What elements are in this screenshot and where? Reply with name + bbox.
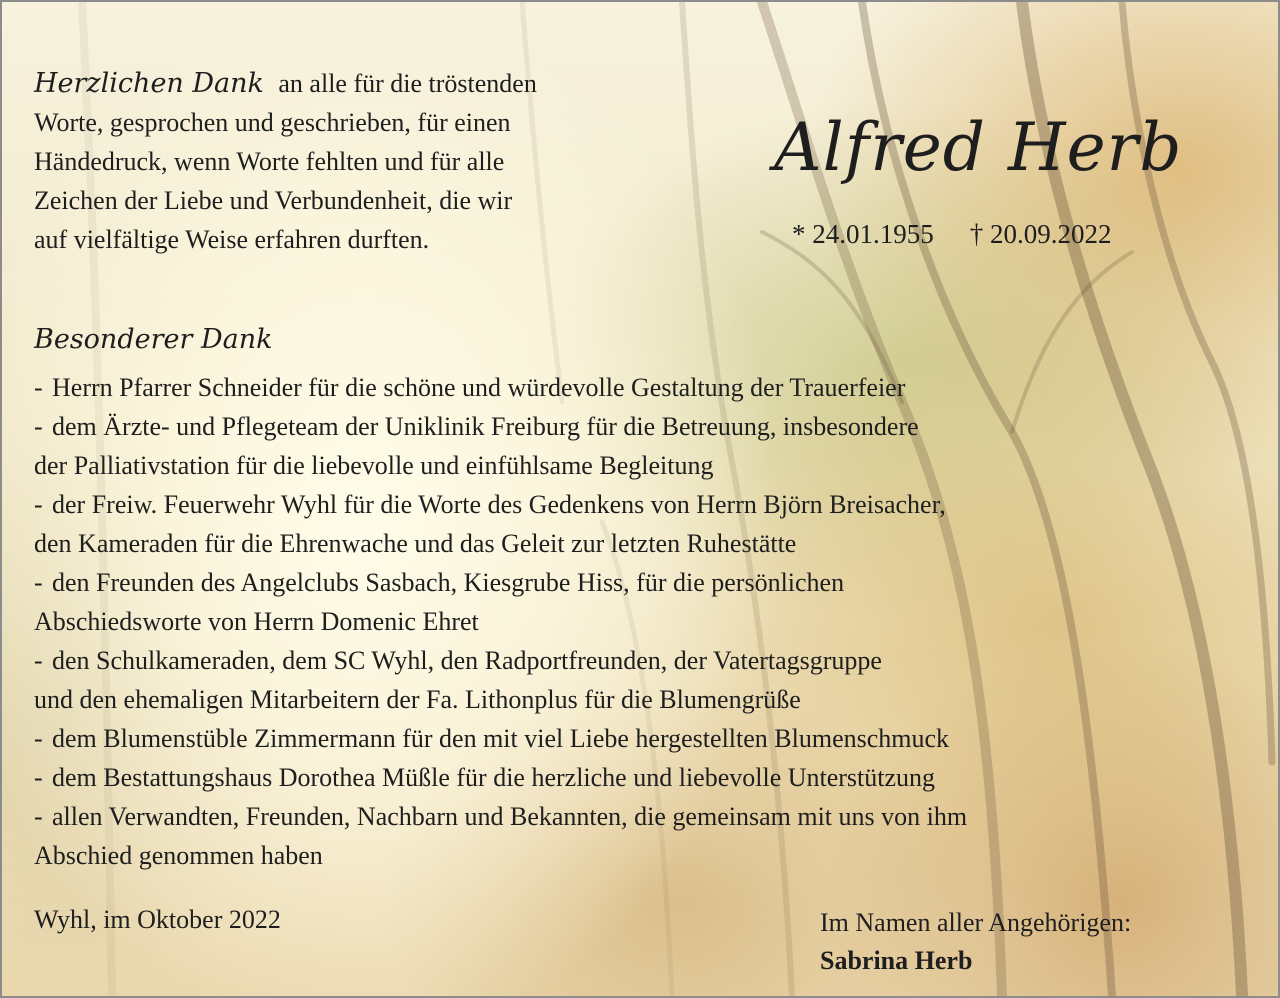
thanks-intro-line: Händedruck, wenn Worte fehlten und für alle xyxy=(34,147,505,176)
life-dates xyxy=(792,216,1112,252)
list-item-continuation: und den ehemaligen Mitarbeitern der Fa. Lithonplus für die Blumengrüße xyxy=(34,685,801,714)
list-item-continuation: der Palliativstation für die liebevolle und einfühlsame Begleitung xyxy=(34,451,714,480)
dash: - xyxy=(34,724,43,753)
thanks-intro xyxy=(34,64,674,259)
deceased-name: Alfred Herb xyxy=(774,109,1183,186)
dash: - xyxy=(34,763,43,792)
list-item xyxy=(34,485,1270,563)
list-item-continuation: Abschiedsworte von Herrn Domenic Ehret xyxy=(34,607,479,636)
dash: - xyxy=(34,373,43,402)
place-and-date: Wyhl, im Oktober 2022 xyxy=(34,905,281,934)
list-item-text: allen Verwandten, Freunden, Nachbarn und Bekannten, die gemeinsam mit uns von ihm xyxy=(52,802,968,831)
list-item-continuation: den Kameraden für die Ehrenwache und das Geleit zur letzten Ruhestätte xyxy=(34,529,797,558)
list-item-continuation: Abschied genommen haben xyxy=(34,841,323,870)
dash: - xyxy=(34,802,43,831)
list-item xyxy=(34,797,1270,875)
list-item-text: den Freunden des Angelclubs Sasbach, Kiesgrube Hiss, für die persönlichen xyxy=(52,568,845,597)
dash: - xyxy=(34,568,43,597)
notice-content xyxy=(2,2,1278,996)
list-item-text: der Freiw. Feuerwehr Wyhl für die Worte des Gedenkens von Herrn Björn Breisacher, xyxy=(52,490,946,519)
dash: - xyxy=(34,412,43,441)
list-item xyxy=(34,719,1270,758)
list-item xyxy=(34,563,1270,641)
list-item xyxy=(34,407,1270,485)
thanks-intro-text: an alle für die tröstenden xyxy=(278,69,537,98)
list-item xyxy=(34,368,1270,407)
birth-date: * 24.01.1955 xyxy=(792,219,934,249)
list-item-text: dem Bestattungshaus Dorothea Müßle für die herzliche und liebevolle Unterstützung xyxy=(52,763,936,792)
on-behalf-line: Im Namen aller Angehörigen: xyxy=(820,908,1132,937)
thanks-intro-line: auf vielfältige Weise erfahren durften. xyxy=(34,225,430,254)
thanks-intro-line: Zeichen der Liebe und Verbundenheit, die wir xyxy=(34,186,513,215)
list-item-text: dem Blumenstüble Zimmermann für den mit viel Liebe hergestellten Blumenschmuck xyxy=(52,724,950,753)
signatory-name: Sabrina Herb xyxy=(820,946,973,975)
death-date: † 20.09.2022 xyxy=(969,219,1112,249)
dash: - xyxy=(34,646,43,675)
special-thanks-heading: Besonderer Dank xyxy=(34,324,273,355)
signature-block xyxy=(820,904,1131,980)
thanks-intro-line: Worte, gesprochen und geschrieben, für einen xyxy=(34,108,511,137)
thanks-intro-first-line xyxy=(34,64,674,103)
list-item xyxy=(34,641,1270,719)
dash: - xyxy=(34,490,43,519)
list-item-text: Herrn Pfarrer Schneider für die schöne und würdevolle Gestaltung der Trauerfeier xyxy=(52,373,906,402)
special-thanks-list xyxy=(34,368,1270,875)
thanks-heading: Herzlichen Dank xyxy=(34,68,264,99)
list-item-text: den Schulkameraden, dem SC Wyhl, den Radportfreunden, der Vatertagsgruppe xyxy=(52,646,882,675)
list-item xyxy=(34,758,1270,797)
list-item-text: dem Ärzte- und Pflegeteam der Uniklinik Freiburg für die Betreuung, insbesondere xyxy=(52,412,919,441)
